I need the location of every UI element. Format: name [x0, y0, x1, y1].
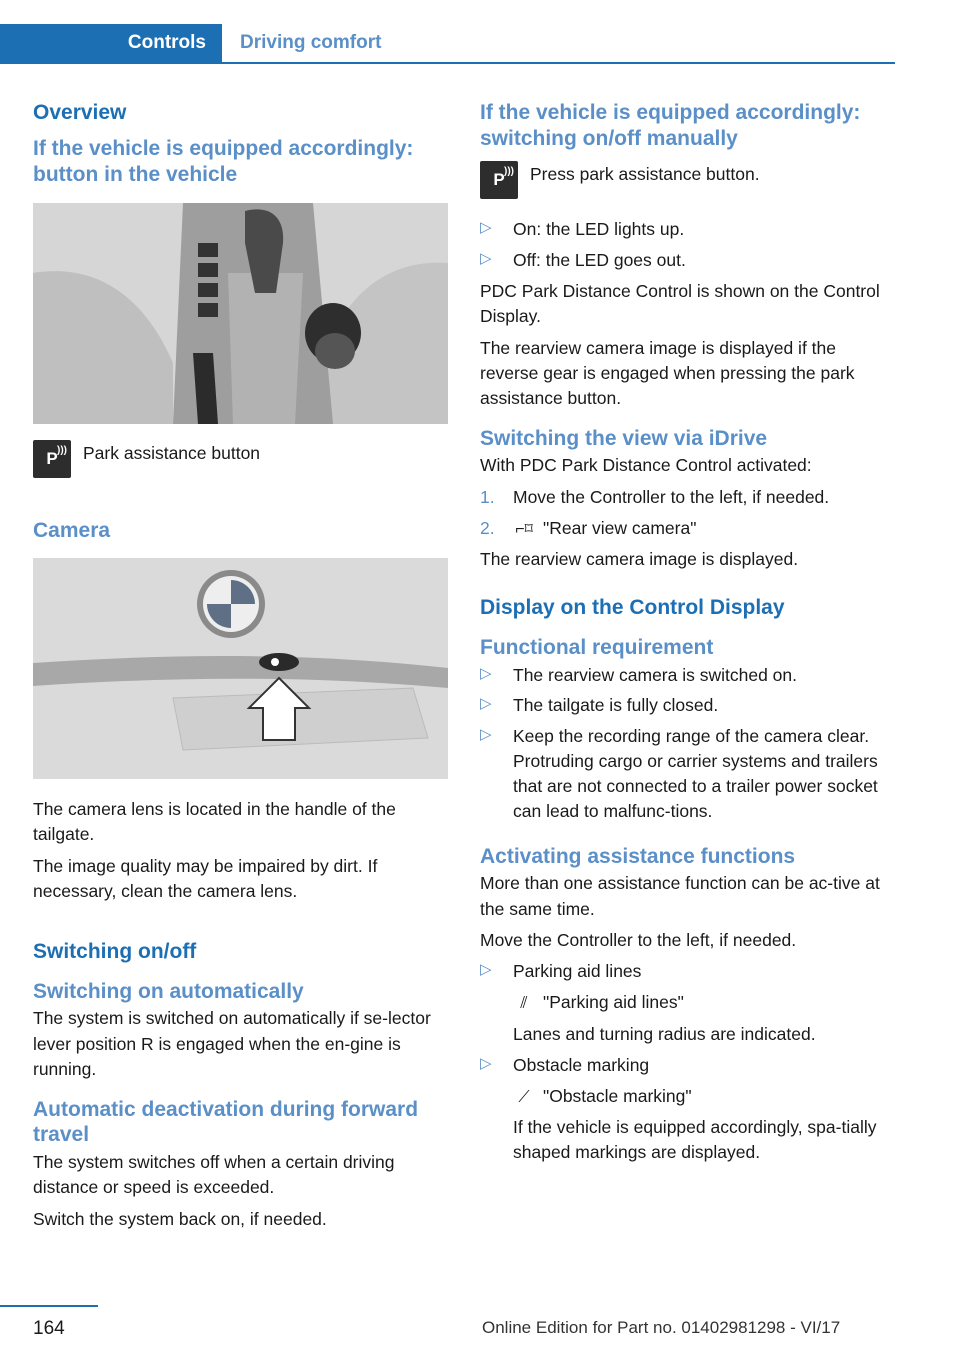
- triangle-bullet-icon: ▷: [480, 726, 492, 744]
- heading-idrive: Switching the view via iDrive: [480, 426, 768, 450]
- triangle-bullet-icon: ▷: [480, 250, 492, 268]
- displayed-paragraph: The rearview camera image is displayed.: [480, 549, 799, 570]
- heading-auto-deactivation: Automatic deactivation during forward travel: [33, 1097, 419, 1147]
- camera-paragraph-2: The image quality may be impaired by dirt. If necessary, clean the camera lens.: [33, 855, 378, 902]
- list-item: ▷ Parking aid lines ⫽ "Parking aid lines" Lanes and turning radius are indicated.: [480, 961, 816, 1044]
- tailgate-illustration: [33, 558, 448, 779]
- list-item: ▷ The tailgate is fully closed.: [480, 695, 719, 716]
- list-item: ▷ Off: the LED goes out.: [480, 250, 686, 271]
- list-item: ▷ On: the LED lights up.: [480, 219, 685, 240]
- heading-switching: Switching on/off: [33, 939, 197, 963]
- auto-paragraph: The system is switched on automatically if se‐lector lever position R is engaged when the en‐gine is running.: [33, 1008, 431, 1080]
- idrive-steps: [480, 485, 895, 542]
- console-photo: [33, 203, 448, 424]
- obstacle-marking-icon: ⟋: [518, 1088, 530, 1106]
- triangle-bullet-icon: ▷: [480, 1054, 492, 1072]
- triangle-bullet-icon: ▷: [480, 219, 492, 237]
- rearview-paragraph: The rearview camera image is displayed if the reverse gear is engaged when pressing the park assistance button.: [480, 337, 855, 409]
- press-button-row: [480, 161, 895, 199]
- header-tabbar: [0, 24, 895, 64]
- list-item: 2. ⌐⌑ "Rear view camera": [480, 516, 895, 542]
- heading-functional-requirement: Functional requirement: [480, 635, 714, 659]
- heading-display-control: Display on the Control Display: [480, 595, 785, 619]
- idrive-intro: With PDC Park Distance Control activated:: [480, 455, 812, 476]
- console-illustration: [33, 203, 448, 424]
- tailgate-photo: [33, 558, 448, 779]
- edition-footer: Online Edition for Part no. 01402981298 - VI/17: [482, 1318, 841, 1337]
- requirement-list: [480, 663, 895, 824]
- parking-lines-icon: ⫽: [520, 995, 528, 1013]
- heading-switching-automatically: Switching on automatically: [33, 979, 304, 1003]
- list-item: ▷ Obstacle marking ⟋ "Obstacle marking" If the vehicle is equipped accordingly, spa‐tially shaped markings are displayed.: [480, 1054, 877, 1163]
- park-button-label: Park assistance button: [83, 443, 261, 464]
- list-item: ▷ Keep the recording range of the camera clear. Protruding cargo or carrier systems and trailers that are not connected to a trailer power socket can lead to malfunc‐tions.: [480, 726, 878, 821]
- park-button-legend: [33, 440, 448, 478]
- heading-overview: Overview: [33, 101, 127, 124]
- pdc-paragraph: PDC Park Distance Control is shown on the Control Display.: [480, 280, 880, 327]
- activating-paragraph-2: Move the Controller to the left, if needed.: [480, 929, 797, 950]
- camera-paragraph-1: The camera lens is located in the handle of the tailgate.: [33, 799, 396, 845]
- footer-rule: [0, 1305, 98, 1307]
- triangle-bullet-icon: ▷: [480, 695, 492, 713]
- page-number: 164: [33, 1318, 65, 1339]
- heading-activating: Activating assistance functions: [480, 844, 796, 868]
- heading-camera: Camera: [33, 519, 111, 543]
- left-column: [33, 100, 448, 1238]
- press-button-label: Press park assistance button.: [530, 164, 760, 185]
- tab-driving-comfort[interactable]: Driving comfort: [240, 32, 382, 53]
- triangle-bullet-icon: ▷: [480, 664, 492, 682]
- rear-camera-icon: ⌐⌑: [515, 520, 533, 538]
- led-list: [480, 217, 895, 273]
- heading-button-in-vehicle: If the vehicle is equipped accordingly: button in the vehicle: [33, 137, 414, 186]
- heading-manual: If the vehicle is equipped accordingly: switching on/off manually: [480, 101, 861, 150]
- tab-controls[interactable]: Controls: [0, 24, 222, 62]
- park-assistance-icon: P ))): [33, 440, 71, 478]
- deactivation-paragraph-1: The system switches off when a certain driving distance or speed is exceeded.: [33, 1151, 395, 1198]
- right-column: [480, 100, 895, 1171]
- park-assistance-icon: P ))): [480, 161, 518, 199]
- assistance-list: [480, 959, 895, 1165]
- triangle-bullet-icon: ▷: [480, 961, 492, 979]
- deactivation-paragraph-2: Switch the system back on, if needed.: [33, 1208, 327, 1229]
- list-item: 1. Move the Controller to the left, if needed.: [480, 486, 830, 507]
- list-item: ▷ The rearview camera is switched on.: [480, 664, 797, 685]
- activating-paragraph-1: More than one assistance function can be ac‐tive at the same time.: [480, 873, 880, 919]
